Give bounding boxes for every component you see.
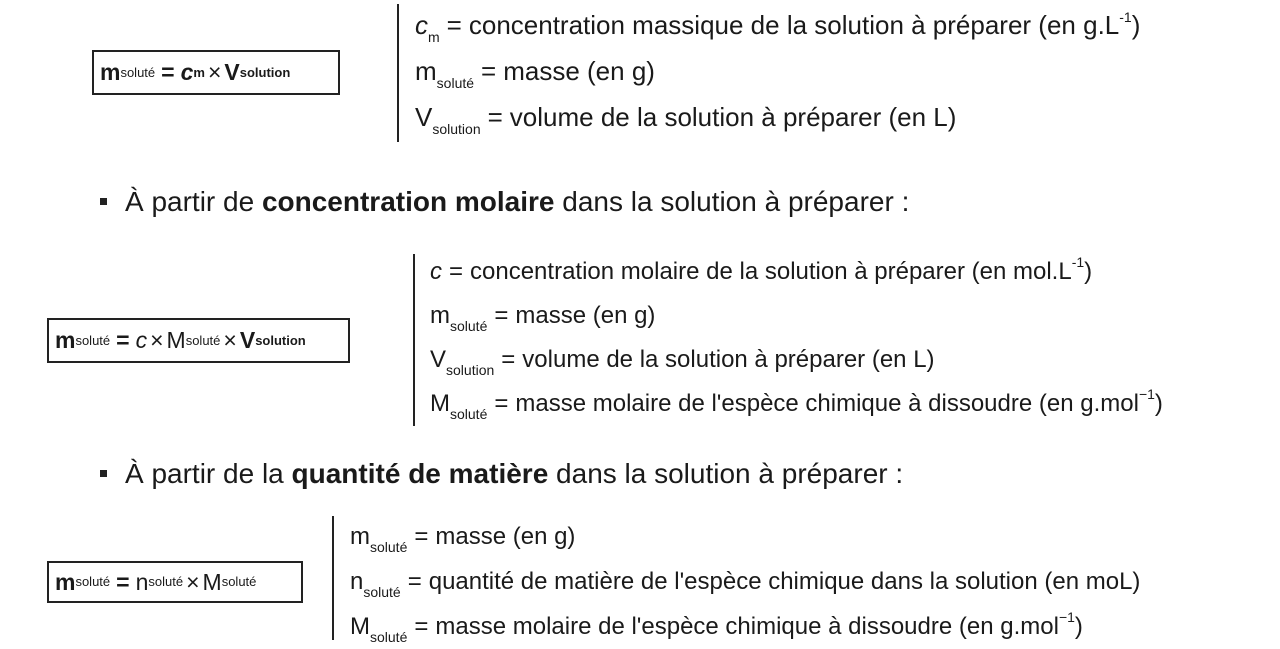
def-eq: = — [494, 390, 509, 417]
formula-eq: = — [116, 327, 130, 353]
def-eq: = — [414, 523, 429, 550]
def-sup: −1 — [1138, 386, 1155, 402]
formula-box-molar-concentration: m soluté = c × M soluté × V solution — [47, 318, 350, 363]
def-symbol: V — [430, 346, 447, 373]
definition-bar — [332, 516, 334, 640]
formula-lhs: m — [100, 59, 121, 85]
def-sup: -1 — [1071, 254, 1085, 270]
definitions-molar-concentration — [430, 250, 1163, 426]
def-symbol: m — [430, 302, 450, 329]
definition-line — [415, 2, 1140, 48]
def-symbol: V — [415, 102, 433, 132]
times-symbol: × — [207, 59, 222, 85]
def-symbol-sub: solution — [432, 121, 481, 137]
formula-term-c: c — [135, 327, 148, 353]
heading-post: dans la solution à préparer : — [554, 186, 910, 217]
formula-term-v: V — [239, 327, 256, 353]
definition-bar — [397, 4, 399, 142]
heading-post: dans la solution à préparer : — [548, 458, 904, 489]
definitions-amount-of-substance — [350, 514, 1140, 649]
def-text: masse (en g) — [503, 56, 655, 86]
def-symbol-sub: solution — [446, 362, 495, 378]
def-tail: ) — [1074, 613, 1083, 640]
formula-term-n: n — [135, 568, 149, 595]
def-symbol-sub: soluté — [363, 584, 401, 600]
heading-pre: À partir de — [125, 186, 262, 217]
def-symbol-sub: soluté — [436, 75, 475, 91]
formula-eq: = — [116, 568, 130, 595]
def-text: masse molaire de l'espèce chimique à dissoudre (en g.mol — [435, 613, 1059, 640]
definition-line — [430, 294, 1163, 338]
times-symbol: × — [223, 327, 237, 353]
def-text: quantité de matière de l'espèce chimique dans la solution (en moL) — [428, 568, 1141, 595]
definition-line — [350, 514, 1140, 559]
bullet-icon — [100, 470, 107, 477]
formula-term-v: V — [224, 59, 240, 85]
def-eq: = — [487, 102, 503, 132]
def-symbol: M — [430, 390, 450, 417]
def-symbol: m — [415, 56, 437, 86]
definition-line — [430, 250, 1163, 294]
def-text: volume de la solution à préparer (en L) — [522, 346, 935, 373]
definition-line — [350, 604, 1140, 649]
formula-term-cm: c — [180, 59, 194, 85]
def-symbol: c — [415, 10, 428, 40]
def-eq: = — [501, 346, 516, 373]
definition-line — [350, 559, 1140, 604]
bullet-icon — [100, 198, 107, 205]
definition-line — [430, 382, 1163, 426]
times-symbol: × — [186, 568, 200, 595]
def-tail: ) — [1131, 10, 1141, 40]
def-text: volume de la solution à préparer (en L) — [509, 102, 957, 132]
section-heading-amount-of-substance — [100, 458, 903, 490]
definition-line — [415, 94, 1140, 140]
heading-pre: À partir de la — [125, 458, 292, 489]
formula-term-m: M — [166, 327, 186, 353]
def-symbol-sub: soluté — [450, 318, 488, 334]
definitions-mass-concentration — [415, 2, 1140, 140]
formula-lhs: m — [55, 568, 76, 595]
def-tail: ) — [1084, 258, 1093, 285]
formula-lhs: m — [55, 327, 76, 353]
definition-line — [430, 338, 1163, 382]
def-eq: = — [446, 10, 462, 40]
def-eq: = — [481, 56, 497, 86]
def-sup: −1 — [1058, 609, 1075, 625]
def-symbol: c — [430, 258, 442, 285]
def-symbol: M — [350, 613, 370, 640]
heading-bold: quantité de matière — [291, 458, 549, 489]
def-symbol: m — [350, 523, 370, 550]
def-symbol-sub: m — [428, 29, 440, 45]
def-sup: -1 — [1119, 9, 1132, 25]
def-symbol: n — [350, 568, 364, 595]
def-text: masse (en g) — [515, 302, 656, 329]
def-text: masse (en g) — [435, 523, 576, 550]
def-symbol-sub: soluté — [450, 406, 488, 422]
def-symbol-sub: soluté — [370, 629, 408, 645]
def-eq: = — [449, 258, 464, 285]
times-symbol: × — [150, 327, 164, 353]
section-heading-molar-concentration — [100, 186, 909, 218]
def-eq: = — [494, 302, 509, 329]
def-eq: = — [414, 613, 429, 640]
def-text: masse molaire de l'espèce chimique à dissoudre (en g.mol — [515, 390, 1139, 417]
definition-bar — [413, 254, 415, 426]
def-eq: = — [407, 568, 422, 595]
formula-eq: = — [161, 59, 175, 85]
heading-bold: concentration molaire — [261, 186, 555, 217]
formula-box-amount-of-substance: m soluté = n soluté × M soluté — [47, 561, 303, 603]
def-text: concentration molaire de la solution à préparer (en mol.L — [470, 258, 1072, 285]
formula-box-mass-concentration: m soluté = c m × V solution — [92, 50, 340, 95]
formula-term-m: M — [202, 568, 222, 595]
def-text: concentration massique de la solution à préparer (en g.L — [468, 10, 1120, 40]
definition-line — [415, 48, 1140, 94]
def-tail: ) — [1154, 390, 1163, 417]
def-symbol-sub: soluté — [370, 539, 408, 555]
